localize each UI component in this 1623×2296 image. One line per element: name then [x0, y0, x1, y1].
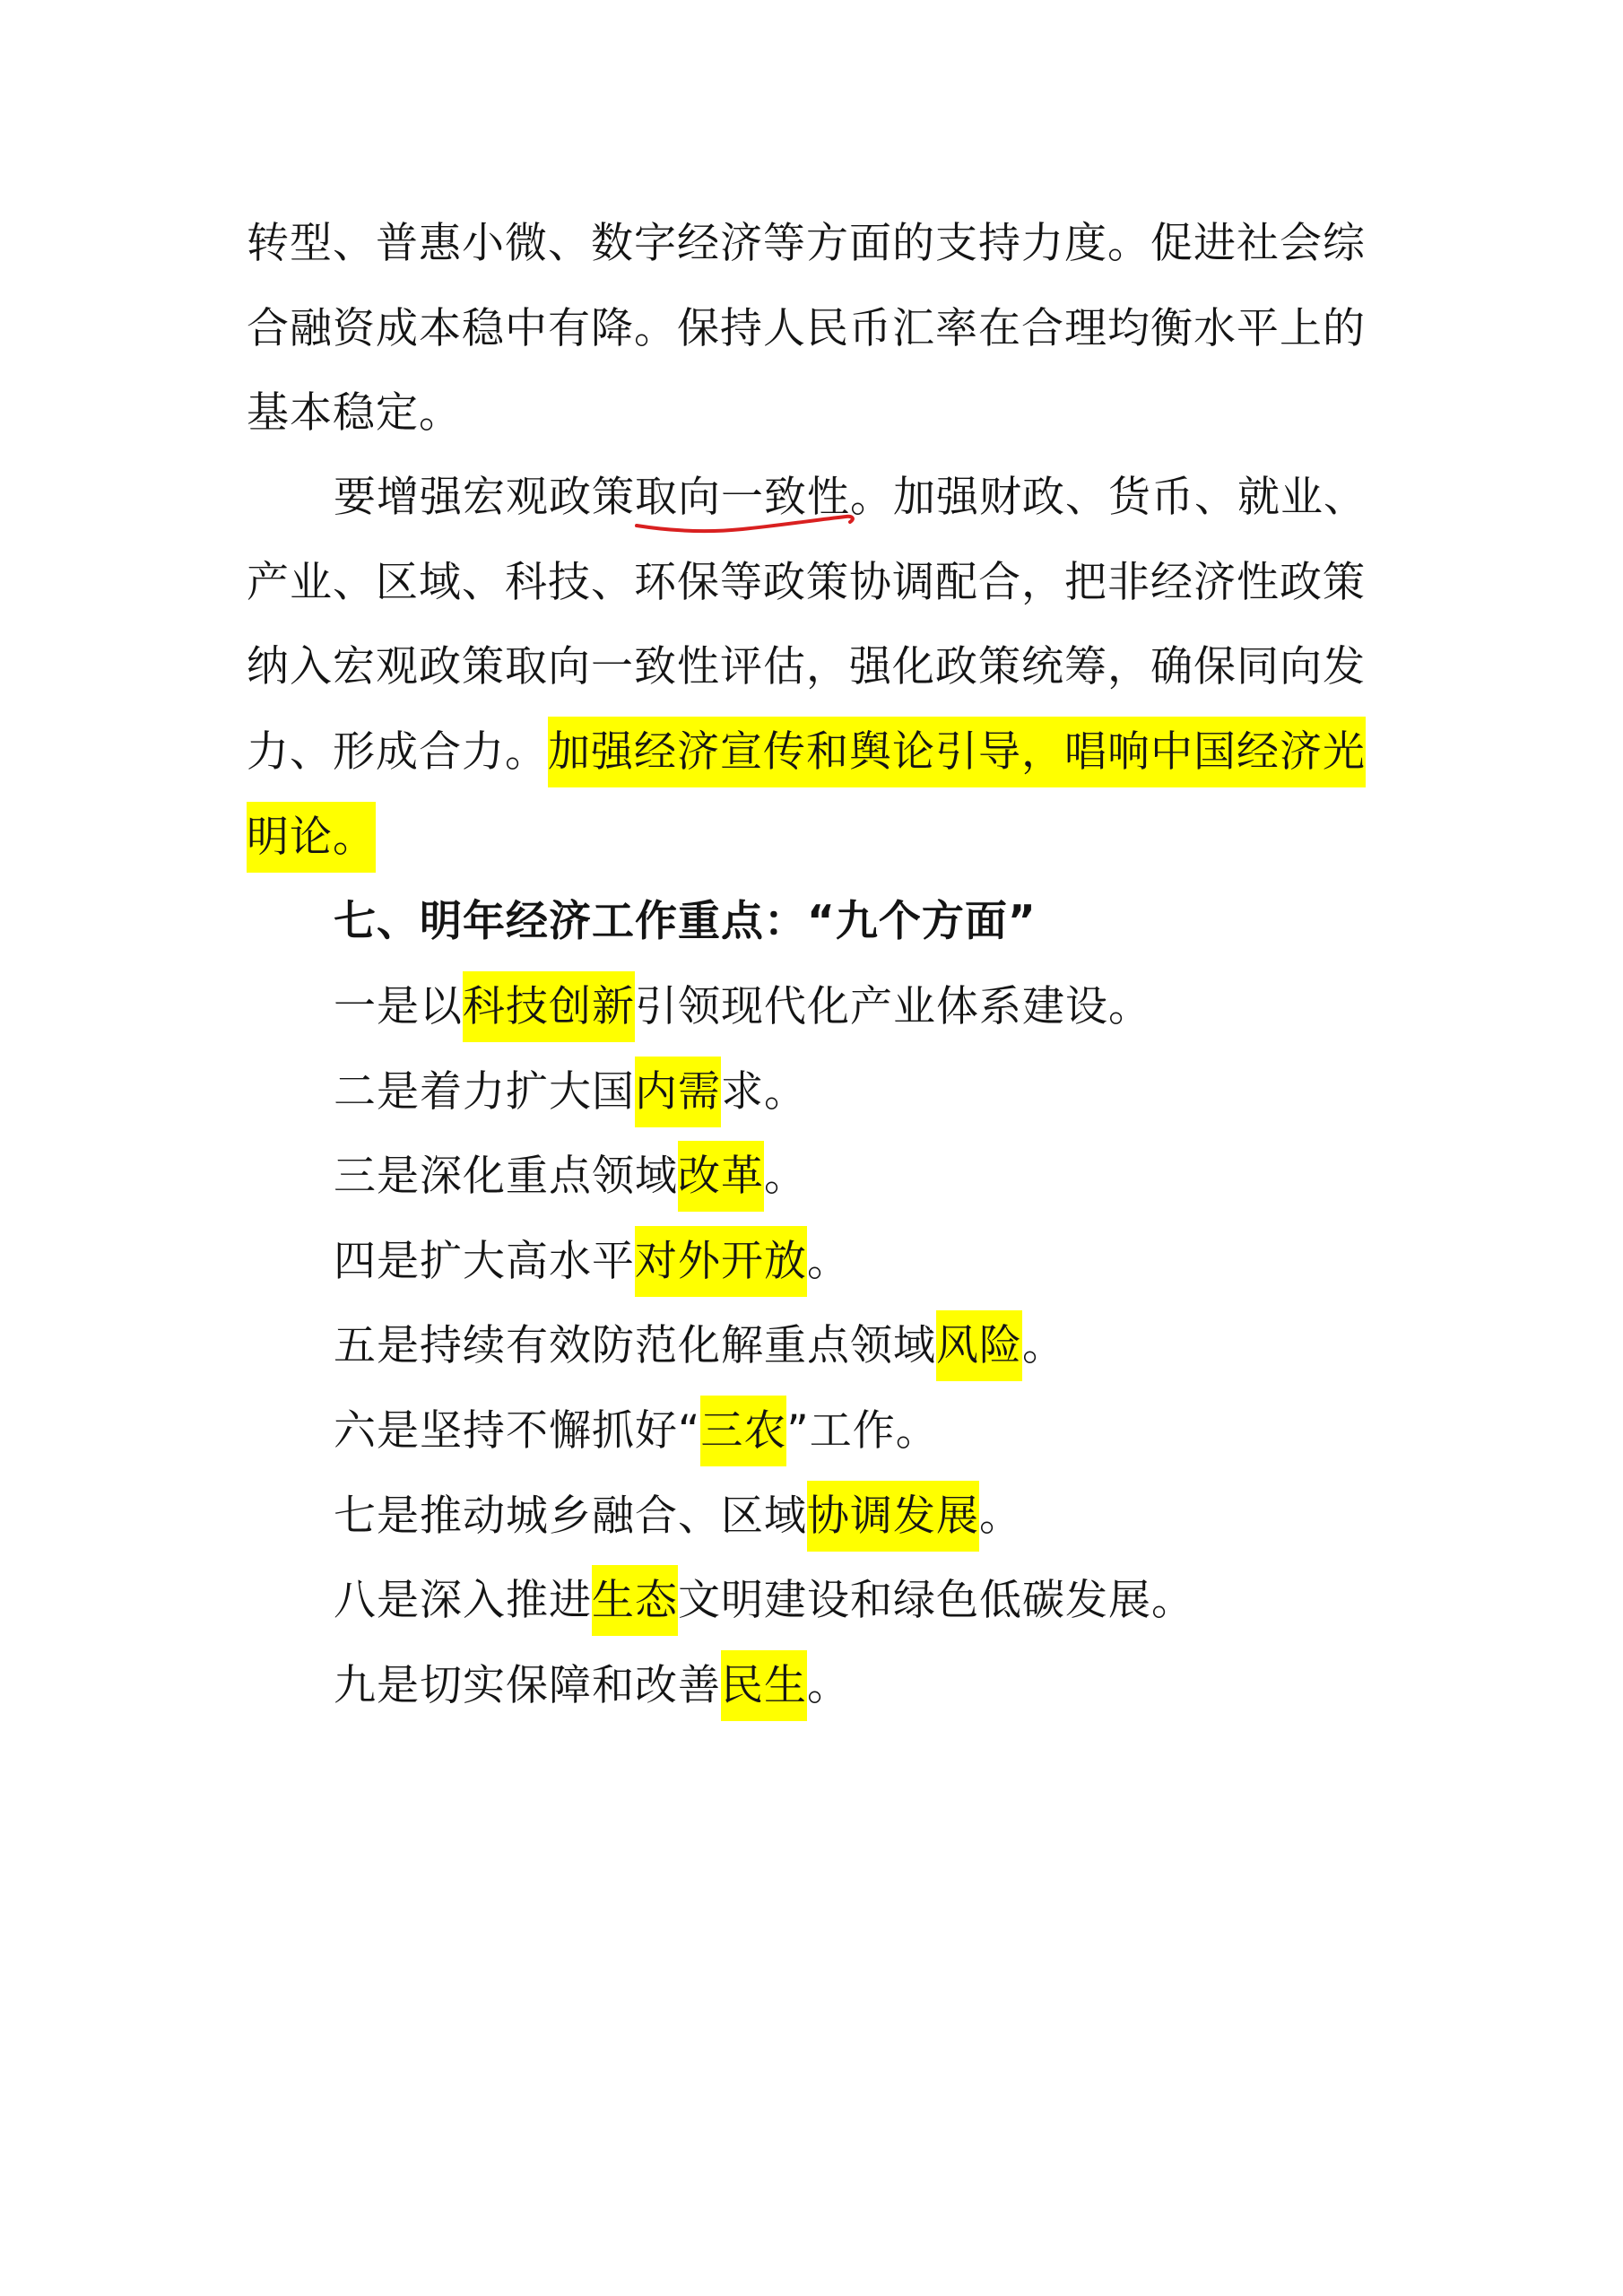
text-segment: ”工作。 — [786, 1406, 939, 1456]
highlighted-text: 明论。 — [247, 802, 376, 873]
highlighted-text: 风险 — [936, 1310, 1022, 1381]
list-item — [334, 1404, 939, 1459]
text-segment: 取向一致性 — [635, 473, 850, 522]
red-underline-mark — [635, 509, 859, 536]
text-segment: 。 — [764, 1152, 807, 1201]
list-item — [334, 1149, 807, 1205]
text-segment: 。 — [807, 1237, 850, 1286]
paragraph2-line2 — [247, 555, 1366, 611]
list-item — [334, 979, 1151, 1035]
text-segment: 文明建设和绿色低碳发展。 — [678, 1576, 1194, 1625]
list-item — [334, 1065, 807, 1120]
text-segment: 要增强宏观政策 — [334, 473, 635, 522]
list-item — [334, 1489, 1022, 1544]
highlighted-text: 三农 — [700, 1396, 786, 1466]
text-segment: 九是切实保障和改善 — [334, 1661, 721, 1710]
text-segment: 力、形成合力。 — [247, 727, 548, 777]
text-segment: 。加强财政、货币、就业、 — [850, 473, 1367, 522]
list-item — [334, 1573, 1194, 1629]
paragraph1-line1 — [247, 216, 1366, 272]
list-item — [334, 1318, 1065, 1374]
highlighted-text: 对外开放 — [635, 1226, 807, 1297]
paragraph2-line4 — [247, 725, 1366, 780]
text-segment: 五是持续有效防范化解重点领域 — [334, 1321, 936, 1370]
text-segment: 六是坚持不懈抓好“ — [334, 1406, 701, 1456]
highlighted-text: 协调发展 — [807, 1481, 979, 1552]
text-segment: 。 — [807, 1661, 850, 1710]
text-segment: 。 — [1022, 1321, 1065, 1370]
text-segment: 四是扩大高水平 — [334, 1237, 635, 1286]
list-item — [334, 1234, 850, 1290]
text-segment: 转型、普惠小微、数字经济等方面的支持力度。促进社会综 — [247, 219, 1366, 268]
text-segment: 求。 — [721, 1067, 807, 1117]
text-segment: 基本稳定。 — [247, 388, 462, 438]
text-segment: 引领现代化产业体系建设。 — [635, 982, 1151, 1031]
highlighted-text: 改革 — [678, 1141, 764, 1212]
section-heading — [334, 894, 1037, 950]
text-segment: 七是推动城乡融合、区域 — [334, 1492, 807, 1541]
heading-text: 七、明年经济工作重点：“九个方面” — [334, 897, 1037, 946]
highlighted-text: 加强经济宣传和舆论引导，唱响中国经济光 — [548, 717, 1366, 787]
paragraph2-line5 — [247, 810, 376, 865]
text-segment: 纳入宏观政策取向一致性评估，强化政策统筹，确保同向发 — [247, 642, 1366, 691]
text-segment: 三是深化重点领域 — [334, 1152, 678, 1201]
text-segment: 。 — [979, 1492, 1022, 1541]
list-item — [334, 1658, 850, 1714]
highlighted-text: 内需 — [635, 1057, 721, 1127]
text-segment: 一是以 — [334, 982, 463, 1031]
text-segment: 二是着力扩大国 — [334, 1067, 635, 1117]
text-segment: 产业、区域、科技、环保等政策协调配合，把非经济性政策 — [247, 558, 1366, 607]
highlighted-text: 生态 — [592, 1565, 678, 1636]
text-segment: 合融资成本稳中有降。保持人民币汇率在合理均衡水平上的 — [247, 304, 1366, 353]
text-segment: 八是深入推进 — [334, 1576, 592, 1625]
paragraph1-line3 — [247, 386, 462, 441]
paragraph2-line3 — [247, 639, 1366, 695]
paragraph1-line2 — [247, 301, 1366, 357]
underlined-phrase — [635, 470, 850, 526]
highlighted-text: 科技创新 — [463, 971, 635, 1042]
highlighted-text: 民生 — [721, 1650, 807, 1721]
paragraph2-line1 — [334, 470, 1367, 526]
